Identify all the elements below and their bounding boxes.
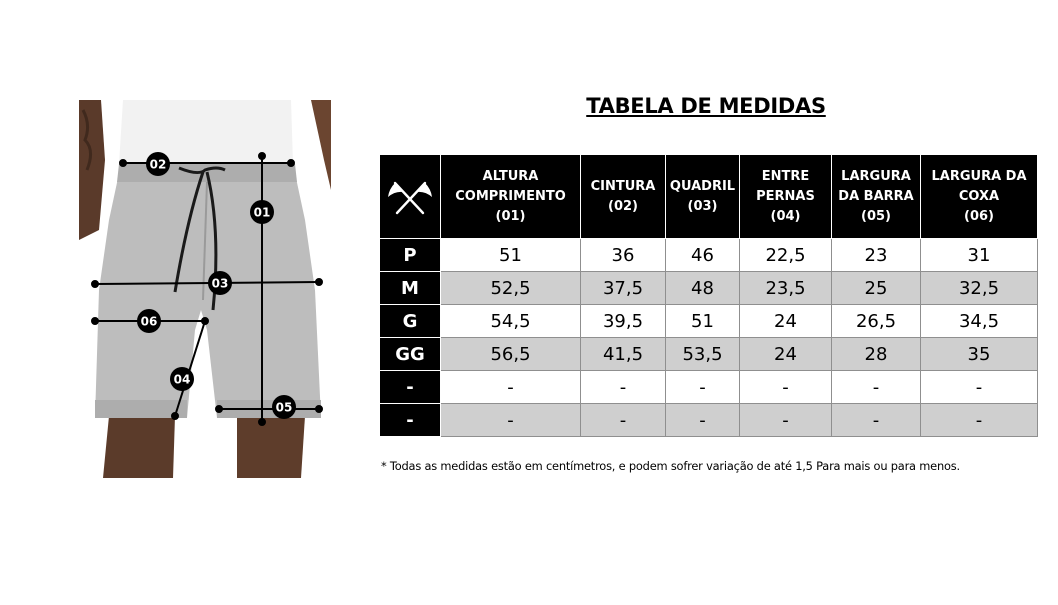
table-cell: 37,5 <box>581 272 666 305</box>
size-label: - <box>380 371 441 404</box>
marker-03 <box>208 271 232 295</box>
table-cell: - <box>832 371 921 404</box>
table-row <box>380 239 1038 272</box>
table-cell: 56,5 <box>441 338 581 371</box>
marker-04 <box>170 367 194 391</box>
table-cell: - <box>832 404 921 437</box>
size-label: G <box>380 305 441 338</box>
col-largura-coxa: LARGURA DA COXA (06) <box>921 155 1038 239</box>
right-arm <box>311 100 331 190</box>
table-cell: 46 <box>666 239 740 272</box>
shirt <box>119 100 293 164</box>
table-cell: - <box>921 371 1038 404</box>
marker-05 <box>272 395 296 419</box>
table-cell: 53,5 <box>666 338 740 371</box>
table-cell: 24 <box>740 338 832 371</box>
table-cell: - <box>441 371 581 404</box>
shorts-photo <box>79 100 331 478</box>
table-cell: - <box>666 404 740 437</box>
size-label: - <box>380 404 441 437</box>
table-row <box>380 272 1038 305</box>
table-cell: 35 <box>921 338 1038 371</box>
table-cell: 32,5 <box>921 272 1038 305</box>
table-row <box>380 305 1038 338</box>
svg-text:01: 01 <box>253 205 271 220</box>
table-cell: 52,5 <box>441 272 581 305</box>
marker-01 <box>250 200 274 224</box>
table-cell: 28 <box>832 338 921 371</box>
table-cell: 36 <box>581 239 666 272</box>
table-cell: - <box>740 404 832 437</box>
col-cintura: CINTURA (02) <box>581 155 666 239</box>
table-header-row <box>380 155 1038 239</box>
table-cell: - <box>740 371 832 404</box>
table-cell: - <box>441 404 581 437</box>
svg-text:06: 06 <box>140 314 158 329</box>
table-cell: 31 <box>921 239 1038 272</box>
svg-text:03: 03 <box>211 276 229 291</box>
size-label: GG <box>380 338 441 371</box>
table-cell: - <box>581 404 666 437</box>
svg-text:05: 05 <box>275 400 293 415</box>
page-title: TABELA DE MEDIDAS <box>586 94 826 118</box>
right-leg <box>237 416 305 478</box>
table-cell: 54,5 <box>441 305 581 338</box>
table-cell: - <box>921 404 1038 437</box>
col-largura-barra: LARGURA DA BARRA (05) <box>832 155 921 239</box>
left-leg <box>103 416 175 478</box>
table-cell: - <box>581 371 666 404</box>
table-cell: 26,5 <box>832 305 921 338</box>
left-arm <box>79 100 105 240</box>
marker-02 <box>146 152 170 176</box>
table-cell: 23 <box>832 239 921 272</box>
size-label: P <box>380 239 441 272</box>
table-row <box>380 371 1038 404</box>
table-cell: 39,5 <box>581 305 666 338</box>
table-cell: 41,5 <box>581 338 666 371</box>
table-cell: 51 <box>441 239 581 272</box>
logo-cell <box>380 155 441 239</box>
table-row <box>380 404 1038 437</box>
table-cell: 22,5 <box>740 239 832 272</box>
table-cell: 25 <box>832 272 921 305</box>
marker-06 <box>137 309 161 333</box>
shorts-body <box>95 164 321 418</box>
table-cell: - <box>666 371 740 404</box>
table-cell: 24 <box>740 305 832 338</box>
size-table <box>379 154 1038 437</box>
svg-text:02: 02 <box>149 157 167 172</box>
col-entre-pernas: ENTRE PERNAS (04) <box>740 155 832 239</box>
table-cell: 34,5 <box>921 305 1038 338</box>
table-cell: 51 <box>666 305 740 338</box>
table-row <box>380 338 1038 371</box>
table-cell: 23,5 <box>740 272 832 305</box>
col-altura: ALTURA COMPRIMENTO (01) <box>441 155 581 239</box>
footnote: * Todas as medidas estão em centímetros, e podem sofrer variação de até 1,5 Para mais ou para menos. <box>381 459 960 473</box>
size-label: M <box>380 272 441 305</box>
col-quadril: QUADRIL (03) <box>666 155 740 239</box>
table-cell: 48 <box>666 272 740 305</box>
crossed-flags-icon <box>387 177 433 217</box>
svg-text:04: 04 <box>173 372 191 387</box>
